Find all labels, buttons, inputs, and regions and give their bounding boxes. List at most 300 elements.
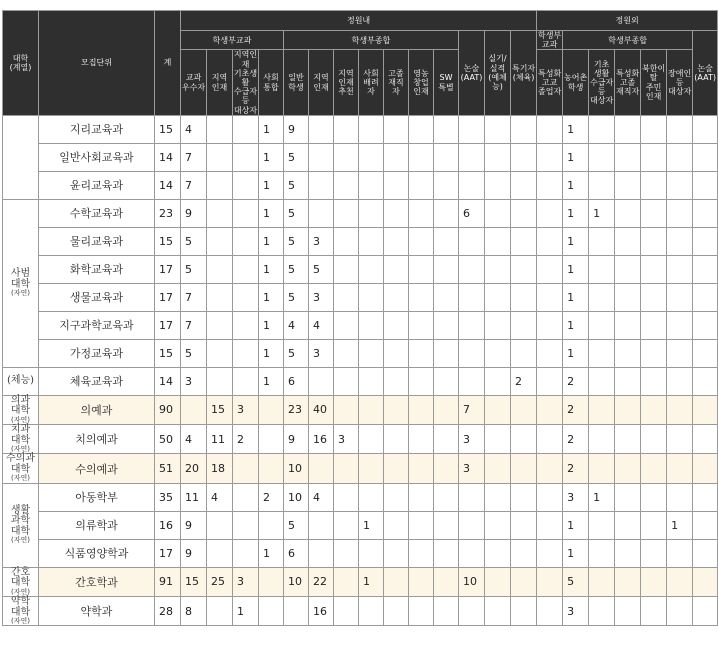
value-cell: [334, 511, 359, 539]
value-cell: [641, 483, 667, 511]
value-cell: [537, 483, 563, 511]
value-cell: [485, 483, 511, 511]
table-row: [3, 567, 718, 596]
value-cell: 2: [563, 425, 589, 454]
value-cell: [207, 115, 233, 143]
table-row: [3, 597, 718, 626]
value-cell: 3: [459, 454, 485, 483]
value-cell: [384, 367, 409, 395]
value-cell: [615, 597, 641, 626]
value-cell: [589, 539, 615, 567]
value-cell: [434, 367, 459, 395]
value-cell: [511, 115, 537, 143]
value-cell: [615, 425, 641, 454]
value-cell: [615, 483, 641, 511]
value-cell: [233, 511, 259, 539]
value-cell: [434, 255, 459, 283]
value-cell: [589, 143, 615, 171]
total-cell: 23: [155, 199, 181, 227]
value-cell: [384, 143, 409, 171]
table-row: [3, 395, 718, 424]
value-cell: [485, 339, 511, 367]
value-cell: [615, 567, 641, 596]
value-cell: [207, 255, 233, 283]
value-cell: [409, 454, 434, 483]
value-cell: [641, 199, 667, 227]
value-cell: [434, 115, 459, 143]
value-cell: [485, 539, 511, 567]
value-cell: [511, 311, 537, 339]
value-cell: [589, 567, 615, 596]
college-sub: (자연): [11, 474, 30, 483]
table-row: [3, 511, 718, 539]
value-cell: [259, 395, 284, 424]
header-unit: 모집단위: [39, 11, 155, 116]
value-cell: [359, 115, 384, 143]
value-cell: [537, 454, 563, 483]
value-cell: 4: [181, 425, 207, 454]
value-cell: [615, 143, 641, 171]
total-cell: 28: [155, 597, 181, 626]
value-cell: [459, 339, 485, 367]
unit-cell: 아동학부: [39, 483, 155, 511]
table-row: [3, 115, 718, 143]
value-cell: [589, 425, 615, 454]
college-cell: 간호 대학 (자연): [3, 567, 39, 596]
total-cell: 14: [155, 143, 181, 171]
unit-cell: 의예과: [39, 395, 155, 424]
college-cell: [3, 115, 39, 199]
value-cell: 3: [233, 567, 259, 596]
header-col: 논술 (AAT): [693, 31, 718, 116]
total-cell: 15: [155, 339, 181, 367]
value-cell: [589, 511, 615, 539]
header-col: 특성화 고교 졸업자: [537, 50, 563, 115]
value-cell: [667, 539, 693, 567]
value-cell: [359, 255, 384, 283]
value-cell: [459, 311, 485, 339]
value-cell: [434, 227, 459, 255]
total-cell: 17: [155, 311, 181, 339]
header-col: 북한이탈 주민 인재: [641, 50, 667, 115]
value-cell: [641, 425, 667, 454]
value-cell: [409, 311, 434, 339]
value-cell: [434, 425, 459, 454]
value-cell: [409, 425, 434, 454]
value-cell: [459, 283, 485, 311]
value-cell: [589, 171, 615, 199]
value-cell: [485, 567, 511, 596]
value-cell: [334, 115, 359, 143]
value-cell: 1: [667, 511, 693, 539]
value-cell: [693, 483, 718, 511]
value-cell: [537, 199, 563, 227]
value-cell: 5: [284, 511, 309, 539]
value-cell: [589, 395, 615, 424]
value-cell: [359, 539, 384, 567]
value-cell: [615, 171, 641, 199]
value-cell: 5: [309, 255, 334, 283]
value-cell: [259, 597, 284, 626]
value-cell: 1: [589, 483, 615, 511]
value-cell: 7: [181, 311, 207, 339]
header-group-comprehensive: 학생부종합: [284, 31, 459, 50]
value-cell: 4: [309, 483, 334, 511]
value-cell: [693, 311, 718, 339]
value-cell: [434, 539, 459, 567]
value-cell: [459, 483, 485, 511]
value-cell: 5: [563, 567, 589, 596]
value-cell: [259, 511, 284, 539]
value-cell: [511, 283, 537, 311]
unit-cell: 간호학과: [39, 567, 155, 596]
unit-cell: 지구과학교육과: [39, 311, 155, 339]
value-cell: [334, 597, 359, 626]
value-cell: [233, 255, 259, 283]
value-cell: [641, 171, 667, 199]
value-cell: 1: [259, 143, 284, 171]
value-cell: 1: [259, 339, 284, 367]
header-col: 교과 우수자: [181, 50, 207, 115]
value-cell: [409, 255, 434, 283]
value-cell: [693, 597, 718, 626]
value-cell: [384, 567, 409, 596]
value-cell: [537, 395, 563, 424]
value-cell: [485, 367, 511, 395]
value-cell: [434, 199, 459, 227]
total-cell: 17: [155, 255, 181, 283]
value-cell: [537, 255, 563, 283]
college-cell: 생활 과학 대학 (자연): [3, 483, 39, 567]
value-cell: [409, 199, 434, 227]
value-cell: [259, 425, 284, 454]
value-cell: 1: [563, 227, 589, 255]
value-cell: [434, 283, 459, 311]
value-cell: [384, 283, 409, 311]
value-cell: 3: [309, 227, 334, 255]
value-cell: 5: [284, 143, 309, 171]
value-cell: [459, 143, 485, 171]
value-cell: 23: [284, 395, 309, 424]
value-cell: [485, 115, 511, 143]
value-cell: 5: [181, 255, 207, 283]
value-cell: [334, 539, 359, 567]
value-cell: [667, 454, 693, 483]
value-cell: [485, 199, 511, 227]
value-cell: [693, 511, 718, 539]
value-cell: [459, 511, 485, 539]
value-cell: 5: [284, 255, 309, 283]
value-cell: [334, 311, 359, 339]
value-cell: [434, 567, 459, 596]
value-cell: 10: [284, 567, 309, 596]
table-row: [3, 255, 718, 283]
college-cell: 수의과 대학 (자연): [3, 454, 39, 483]
value-cell: [641, 539, 667, 567]
total-cell: 50: [155, 425, 181, 454]
value-cell: [334, 483, 359, 511]
value-cell: 2: [563, 454, 589, 483]
value-cell: [693, 115, 718, 143]
value-cell: [615, 115, 641, 143]
value-cell: [667, 597, 693, 626]
value-cell: [537, 597, 563, 626]
value-cell: [511, 199, 537, 227]
value-cell: 16: [309, 597, 334, 626]
college-sub: (자연): [11, 587, 30, 596]
value-cell: [359, 171, 384, 199]
value-cell: [537, 171, 563, 199]
value-cell: [589, 227, 615, 255]
value-cell: 3: [309, 283, 334, 311]
value-cell: [693, 367, 718, 395]
value-cell: 1: [259, 367, 284, 395]
value-cell: [233, 283, 259, 311]
unit-cell: 체육교육과: [39, 367, 155, 395]
value-cell: [589, 454, 615, 483]
value-cell: [693, 425, 718, 454]
value-cell: [459, 255, 485, 283]
value-cell: 7: [181, 283, 207, 311]
value-cell: [384, 199, 409, 227]
table-row: [3, 425, 718, 454]
value-cell: [459, 539, 485, 567]
total-cell: 90: [155, 395, 181, 424]
value-cell: [537, 311, 563, 339]
header-col: 고졸 재직 자: [384, 50, 409, 115]
value-cell: 18: [207, 454, 233, 483]
value-cell: [259, 567, 284, 596]
value-cell: [615, 339, 641, 367]
value-cell: 1: [563, 199, 589, 227]
value-cell: [615, 311, 641, 339]
value-cell: 11: [181, 483, 207, 511]
value-cell: [359, 454, 384, 483]
value-cell: 20: [181, 454, 207, 483]
value-cell: 9: [181, 511, 207, 539]
value-cell: [537, 567, 563, 596]
table-row: [3, 483, 718, 511]
value-cell: 5: [181, 227, 207, 255]
value-cell: [667, 255, 693, 283]
unit-cell: 생물교육과: [39, 283, 155, 311]
value-cell: [334, 171, 359, 199]
value-cell: [537, 227, 563, 255]
value-cell: [233, 454, 259, 483]
total-cell: 14: [155, 367, 181, 395]
value-cell: 1: [563, 511, 589, 539]
value-cell: 10: [459, 567, 485, 596]
value-cell: [537, 339, 563, 367]
value-cell: 1: [259, 199, 284, 227]
value-cell: [434, 339, 459, 367]
value-cell: [334, 199, 359, 227]
value-cell: [537, 115, 563, 143]
table-body: [3, 115, 718, 626]
value-cell: [589, 311, 615, 339]
unit-cell: 치의예과: [39, 425, 155, 454]
header-col: 기초 생활 수급자등 대상자: [589, 50, 615, 115]
value-cell: 9: [181, 199, 207, 227]
value-cell: 9: [284, 115, 309, 143]
value-cell: [384, 395, 409, 424]
value-cell: [309, 199, 334, 227]
value-cell: [537, 511, 563, 539]
header-col: 장애인등 대상자: [667, 50, 693, 115]
college-sub: (자연): [11, 536, 30, 545]
value-cell: 16: [309, 425, 334, 454]
value-cell: 1: [259, 171, 284, 199]
value-cell: [485, 395, 511, 424]
header-college: 대학 (계열): [3, 11, 39, 116]
value-cell: [693, 171, 718, 199]
value-cell: [693, 395, 718, 424]
value-cell: [641, 395, 667, 424]
value-cell: 4: [284, 311, 309, 339]
value-cell: 9: [284, 425, 309, 454]
value-cell: [233, 483, 259, 511]
value-cell: [359, 311, 384, 339]
value-cell: [384, 539, 409, 567]
value-cell: [641, 255, 667, 283]
value-cell: [615, 255, 641, 283]
value-cell: 1: [563, 255, 589, 283]
value-cell: [207, 171, 233, 199]
value-cell: [485, 511, 511, 539]
value-cell: [459, 171, 485, 199]
header-col: 영농 창업 인재: [409, 50, 434, 115]
value-cell: [511, 395, 537, 424]
total-cell: 91: [155, 567, 181, 596]
value-cell: [384, 227, 409, 255]
value-cell: [359, 283, 384, 311]
value-cell: [233, 115, 259, 143]
value-cell: 1: [563, 143, 589, 171]
total-cell: 14: [155, 171, 181, 199]
value-cell: [309, 539, 334, 567]
value-cell: [485, 255, 511, 283]
value-cell: 7: [181, 143, 207, 171]
header-col: 지역인재 기초생활 수급자등 대상자: [233, 50, 258, 115]
value-cell: [434, 143, 459, 171]
value-cell: [181, 395, 207, 424]
value-cell: [693, 283, 718, 311]
value-cell: 1: [359, 567, 384, 596]
unit-cell: 식품영양학과: [39, 539, 155, 567]
header-col: 실기/ 실적 (예체능): [485, 31, 511, 116]
value-cell: [434, 483, 459, 511]
value-cell: [384, 115, 409, 143]
value-cell: [511, 454, 537, 483]
value-cell: [359, 339, 384, 367]
value-cell: [409, 283, 434, 311]
value-cell: [409, 597, 434, 626]
value-cell: [589, 255, 615, 283]
header-col: 사회 배려 자: [359, 50, 384, 115]
table-header: [3, 11, 718, 116]
value-cell: 2: [563, 367, 589, 395]
value-cell: [537, 539, 563, 567]
value-cell: [485, 597, 511, 626]
value-cell: [667, 227, 693, 255]
value-cell: [641, 511, 667, 539]
value-cell: [207, 367, 233, 395]
table-row: [3, 199, 718, 227]
table-row: [3, 143, 718, 171]
value-cell: [409, 227, 434, 255]
total-cell: 15: [155, 115, 181, 143]
value-cell: [589, 597, 615, 626]
value-cell: [384, 511, 409, 539]
value-cell: [359, 425, 384, 454]
table-row: [3, 339, 718, 367]
value-cell: [511, 539, 537, 567]
value-cell: [334, 395, 359, 424]
value-cell: [309, 115, 334, 143]
value-cell: [334, 339, 359, 367]
value-cell: 25: [207, 567, 233, 596]
value-cell: [667, 283, 693, 311]
value-cell: [693, 255, 718, 283]
value-cell: [693, 567, 718, 596]
header-col: SW 특별: [434, 50, 459, 115]
header-total: 계: [155, 11, 181, 116]
value-cell: [537, 283, 563, 311]
value-cell: [693, 199, 718, 227]
value-cell: [309, 454, 334, 483]
header-col: 특기자 (체육): [511, 31, 537, 116]
value-cell: [485, 425, 511, 454]
value-cell: 40: [309, 395, 334, 424]
unit-cell: 수의예과: [39, 454, 155, 483]
table-row: [3, 171, 718, 199]
value-cell: [359, 367, 384, 395]
college-cell: 치과 대학 (자연): [3, 425, 39, 454]
value-cell: [359, 199, 384, 227]
value-cell: 1: [563, 339, 589, 367]
total-cell: 15: [155, 227, 181, 255]
value-cell: [537, 143, 563, 171]
table-row: [3, 454, 718, 483]
value-cell: [615, 367, 641, 395]
value-cell: [207, 339, 233, 367]
value-cell: 4: [207, 483, 233, 511]
value-cell: [384, 597, 409, 626]
value-cell: [615, 227, 641, 255]
value-cell: [384, 311, 409, 339]
value-cell: [207, 597, 233, 626]
value-cell: [511, 567, 537, 596]
value-cell: [334, 367, 359, 395]
value-cell: [409, 395, 434, 424]
value-cell: [667, 171, 693, 199]
total-cell: 35: [155, 483, 181, 511]
value-cell: [434, 597, 459, 626]
value-cell: [485, 283, 511, 311]
value-cell: [667, 395, 693, 424]
value-cell: [641, 367, 667, 395]
unit-cell: 물리교육과: [39, 227, 155, 255]
value-cell: [233, 339, 259, 367]
unit-cell: 일반사회교육과: [39, 143, 155, 171]
header-group-out-subject: 학생부 교과: [538, 31, 562, 50]
value-cell: [309, 367, 334, 395]
value-cell: [589, 367, 615, 395]
college-cell: 의과 대학 (자연): [3, 395, 39, 424]
value-cell: [207, 227, 233, 255]
value-cell: 5: [284, 339, 309, 367]
value-cell: 2: [563, 395, 589, 424]
